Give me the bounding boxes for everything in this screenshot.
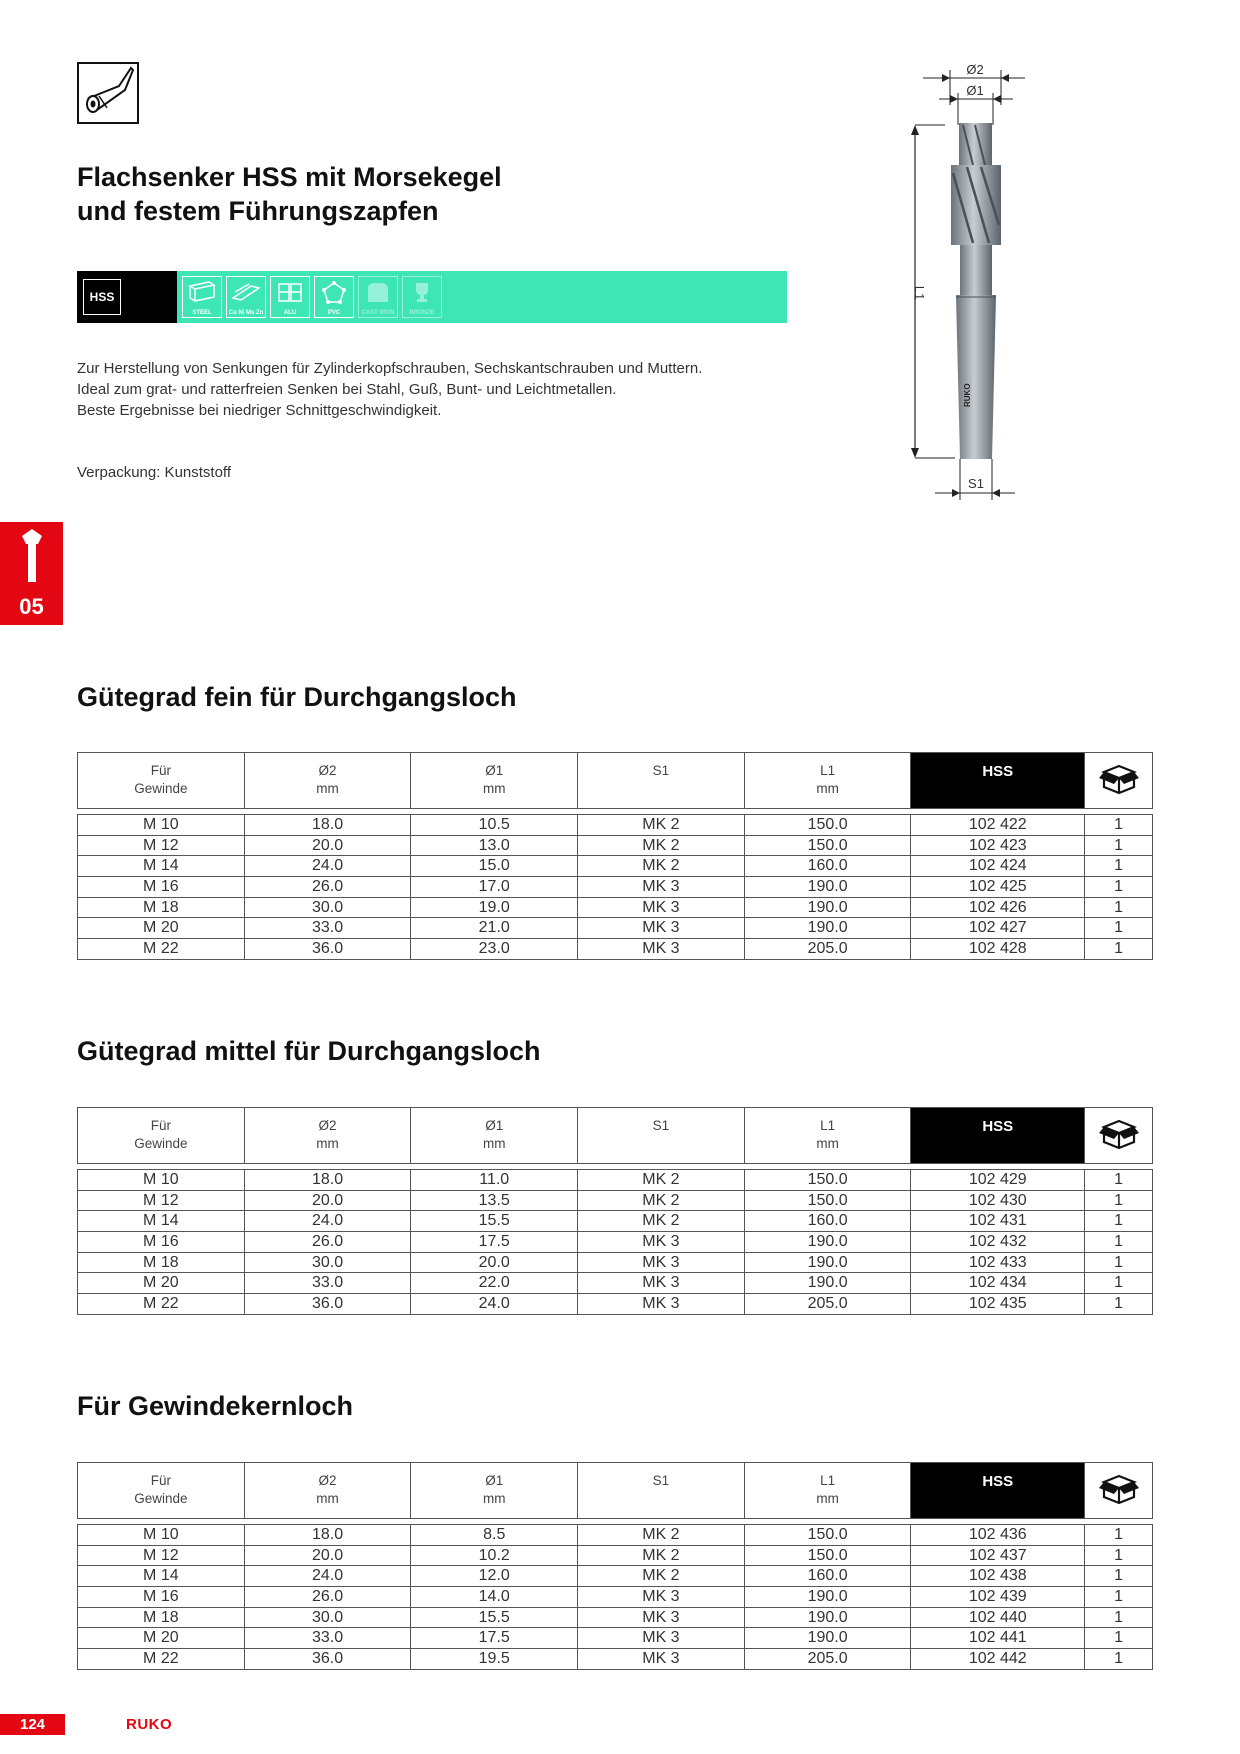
cell-l1: 205.0 [745,939,912,959]
cell-pack-qty: 1 [1114,1546,1123,1564]
cell-article-number: 102 423 [911,836,1085,856]
material-cast-iron [358,276,398,318]
dim-s1-label: S1 [968,476,984,491]
cell-thread: M 10 [78,1170,245,1190]
page-title-line-1: Flachsenker HSS mit Morsekegel [77,162,502,192]
cell-thread: M 12 [78,1546,245,1566]
table-row [78,1649,1152,1670]
cell-d1: 22.0 [411,1273,578,1293]
cell-s1: MK 3 [578,1294,745,1314]
cell-s1: MK 3 [578,898,745,918]
cell-thread: M 10 [78,815,245,835]
cell-l1: 150.0 [745,815,912,835]
hss-badge: HSS [83,279,121,315]
cell-article-number: 102 422 [911,815,1085,835]
package-box-icon [1085,1463,1152,1518]
material-steel [182,276,222,318]
cell-d2: 33.0 [245,1273,412,1293]
table-body [77,1169,1153,1315]
cell-l1: 190.0 [745,1253,912,1273]
cell-article-number: 102 435 [911,1294,1085,1314]
cell-thread: M 20 [78,918,245,938]
plastic-molecule-icon [319,280,349,305]
cell-d2: 24.0 [245,1566,412,1586]
header-thread: Für Gewinde [78,1108,245,1163]
table-row [78,836,1152,857]
table-row [78,918,1152,939]
cell-l1: 190.0 [745,1587,912,1607]
cell-s1: MK 2 [578,1170,745,1190]
table-row [78,939,1152,960]
cell-d2: 18.0 [245,815,412,835]
page-title-line-2: und festem Führungszapfen [77,196,439,226]
cell-article-number: 102 437 [911,1546,1085,1566]
table-body [77,814,1153,960]
cell-s1: MK 3 [578,1232,745,1252]
cell-pack-qty: 1 [1114,1567,1123,1585]
cell-d2: 26.0 [245,1587,412,1607]
cell-s1: MK 3 [578,918,745,938]
cell-d1: 15.5 [411,1211,578,1231]
cell-d2: 30.0 [245,1608,412,1628]
cell-d1: 11.0 [411,1170,578,1190]
cell-d1: 15.0 [411,856,578,876]
brand-logo: RUKO [126,1716,173,1733]
cell-article-number: 102 438 [911,1566,1085,1586]
table-row [78,877,1152,898]
cell-s1: MK 3 [578,1608,745,1628]
cell-d2: 30.0 [245,898,412,918]
cell-d1: 17.5 [411,1628,578,1648]
header-hss: HSS [911,1463,1085,1518]
table-row [78,815,1152,836]
cell-pack-qty: 1 [1114,1629,1123,1647]
cell-pack-qty: 1 [1114,816,1123,833]
cell-thread: M 16 [78,1587,245,1607]
cell-s1: MK 3 [578,939,745,959]
material-bar [177,271,787,323]
nonferrous-icon [231,280,261,305]
cell-article-number: 102 427 [911,918,1085,938]
cell-s1: MK 2 [578,1566,745,1586]
material-label: CAST IRON [361,310,395,316]
cell-l1: 190.0 [745,1628,912,1648]
table-row [78,898,1152,919]
dim-l1-label: L1 [912,285,927,301]
aluminium-profile-icon [275,280,305,305]
cell-d2: 18.0 [245,1170,412,1190]
table-row [78,1294,1152,1315]
cell-article-number: 102 439 [911,1587,1085,1607]
cell-d1: 13.0 [411,836,578,856]
description-line-2: Ideal zum grat- und ratterfreien Senken bei Stahl, Guß, Bunt- und Leichtmetallen. [77,381,617,398]
table-row [78,1170,1152,1191]
header-d2: Ø2 mm [245,753,412,808]
cell-s1: MK 2 [578,1525,745,1545]
cell-article-number: 102 428 [911,939,1085,959]
cell-d2: 24.0 [245,856,412,876]
table-body [77,1524,1153,1670]
table-row [78,1191,1152,1212]
cell-d1: 13.5 [411,1191,578,1211]
material-label: STEEL [192,310,212,316]
material-label: Cu Ni Ms Zn [228,310,264,316]
cell-d1: 10.2 [411,1546,578,1566]
cell-thread: M 20 [78,1273,245,1293]
cell-d1: 17.0 [411,877,578,897]
dim-d2-label: Ø2 [966,62,984,77]
header-s1: S1 [578,1463,745,1518]
cell-article-number: 102 440 [911,1608,1085,1628]
header-hss: HSS [911,753,1085,808]
cell-l1: 150.0 [745,1525,912,1545]
cell-article-number: 102 436 [911,1525,1085,1545]
cell-article-number: 102 425 [911,877,1085,897]
cell-d2: 30.0 [245,1253,412,1273]
material-label: PVC [327,310,341,316]
cell-l1: 205.0 [745,1649,912,1669]
cell-pack-qty: 1 [1114,1608,1123,1626]
table-row [78,1587,1152,1608]
page-title [77,160,502,228]
cell-d2: 36.0 [245,939,412,959]
cell-pack-qty: 1 [1114,919,1123,937]
section-title-medium: Gütegrad mittel für Durchgangsloch [77,1036,541,1066]
header-d1: Ø1 mm [411,1463,578,1518]
cell-thread: M 14 [78,856,245,876]
cell-thread: M 16 [78,1232,245,1252]
cell-l1: 160.0 [745,1211,912,1231]
header-d1: Ø1 mm [411,753,578,808]
package-box-icon [1085,753,1152,808]
table-header [77,752,1153,809]
table-row [78,1232,1152,1253]
cell-article-number: 102 434 [911,1273,1085,1293]
table-row [78,1253,1152,1274]
cell-thread: M 22 [78,939,245,959]
cell-s1: MK 2 [578,1191,745,1211]
header-d2: Ø2 mm [245,1108,412,1163]
cell-pack-qty: 1 [1114,1191,1123,1209]
cell-s1: MK 3 [578,877,745,897]
cell-l1: 160.0 [745,856,912,876]
header-d2: Ø2 mm [245,1463,412,1518]
cell-d1: 21.0 [411,918,578,938]
cell-l1: 190.0 [745,1273,912,1293]
dim-d1-label: Ø1 [966,83,984,98]
cell-thread: M 14 [78,1566,245,1586]
header-d1: Ø1 mm [411,1108,578,1163]
cast-iron-icon [363,280,393,305]
cell-pack-qty: 1 [1114,857,1123,875]
cell-thread: M 10 [78,1525,245,1545]
packaging-note: Verpackung: Kunststoff [77,464,231,481]
countersink-icon [0,522,63,592]
header-thread: Für Gewinde [78,753,245,808]
cell-s1: MK 3 [578,1253,745,1273]
cell-s1: MK 3 [578,1628,745,1648]
table-row [78,1628,1152,1649]
material-label: BRONZE [409,310,435,316]
cell-thread: M 18 [78,898,245,918]
table-row [78,856,1152,877]
package-box-icon [1085,1108,1152,1163]
cell-thread: M 12 [78,836,245,856]
cell-article-number: 102 424 [911,856,1085,876]
cell-article-number: 102 431 [911,1211,1085,1231]
bronze-trophy-icon [407,280,437,305]
cell-article-number: 102 430 [911,1191,1085,1211]
cell-d1: 23.0 [411,939,578,959]
cell-pack-qty: 1 [1114,1588,1123,1606]
material-label: ALU [283,310,297,316]
table-row [78,1211,1152,1232]
cell-d1: 19.5 [411,1649,578,1669]
material-nonferrous [226,276,266,318]
cell-s1: MK 3 [578,1587,745,1607]
table-header [77,1107,1153,1164]
cell-d1: 20.0 [411,1253,578,1273]
cell-pack-qty: 1 [1114,898,1123,916]
cell-pack-qty: 1 [1114,1295,1123,1313]
cell-pack-qty: 1 [1114,1526,1123,1543]
cell-d2: 33.0 [245,918,412,938]
cell-pack-qty: 1 [1114,1212,1123,1230]
cell-l1: 190.0 [745,1232,912,1252]
material-bronze [402,276,442,318]
cell-thread: M 20 [78,1628,245,1648]
cell-s1: MK 3 [578,1649,745,1669]
cell-d2: 36.0 [245,1294,412,1314]
counterbore-tool-icon [77,62,139,124]
header-s1: S1 [578,1108,745,1163]
cell-article-number: 102 442 [911,1649,1085,1669]
cell-pack-qty: 1 [1114,1233,1123,1251]
cell-d1: 17.5 [411,1232,578,1252]
cell-thread: M 16 [78,877,245,897]
cell-s1: MK 2 [578,836,745,856]
cell-l1: 190.0 [745,877,912,897]
cell-l1: 150.0 [745,1170,912,1190]
table-row [78,1608,1152,1629]
cell-d2: 36.0 [245,1649,412,1669]
table-row [78,1566,1152,1587]
table-header [77,1462,1153,1519]
header-l1: L1 mm [745,1108,912,1163]
cell-thread: M 14 [78,1211,245,1231]
page-number: 124 [0,1714,65,1735]
header-thread: Für Gewinde [78,1463,245,1518]
cell-l1: 205.0 [745,1294,912,1314]
cell-d1: 10.5 [411,815,578,835]
cell-thread: M 18 [78,1253,245,1273]
cell-pack-qty: 1 [1114,1253,1123,1271]
cell-d1: 15.5 [411,1608,578,1628]
cell-s1: MK 2 [578,1211,745,1231]
cell-d1: 19.0 [411,898,578,918]
material-pvc [314,276,354,318]
cell-d2: 26.0 [245,877,412,897]
cell-l1: 150.0 [745,836,912,856]
cell-pack-qty: 1 [1114,940,1123,958]
section-title-core-hole: Für Gewindekernloch [77,1391,354,1421]
tool-brand-label: RUKO [963,383,972,407]
material-aluminium [270,276,310,318]
cell-s1: MK 2 [578,815,745,835]
steel-beam-icon [187,280,217,305]
cell-d1: 8.5 [411,1525,578,1545]
cell-l1: 190.0 [745,898,912,918]
cell-d2: 26.0 [245,1232,412,1252]
cell-article-number: 102 433 [911,1253,1085,1273]
cell-s1: MK 3 [578,1273,745,1293]
cell-article-number: 102 441 [911,1628,1085,1648]
cell-d1: 14.0 [411,1587,578,1607]
cell-article-number: 102 426 [911,898,1085,918]
cell-l1: 190.0 [745,1608,912,1628]
description-line-1: Zur Herstellung von Senkungen für Zylinderkopfschrauben, Sechskantschrauben und Muttern. [77,360,703,377]
table-row [78,1273,1152,1294]
cell-thread: M 22 [78,1649,245,1669]
cell-d2: 24.0 [245,1211,412,1231]
cell-pack-qty: 1 [1114,1274,1123,1292]
cell-d1: 24.0 [411,1294,578,1314]
cell-d2: 20.0 [245,1191,412,1211]
table-row [78,1525,1152,1546]
cell-thread: M 12 [78,1191,245,1211]
cell-d2: 20.0 [245,836,412,856]
header-l1: L1 mm [745,753,912,808]
table-row [78,1546,1152,1567]
cell-pack-qty: 1 [1114,878,1123,896]
cell-d2: 20.0 [245,1546,412,1566]
section-title-fine: Gütegrad fein für Durchgangsloch [77,682,517,712]
cell-d2: 33.0 [245,1628,412,1648]
cell-pack-qty: 1 [1114,836,1123,854]
cell-thread: M 22 [78,1294,245,1314]
chapter-number: 05 [19,594,44,619]
cell-pack-qty: 1 [1114,1650,1123,1668]
cell-d1: 12.0 [411,1566,578,1586]
cell-l1: 190.0 [745,918,912,938]
cell-article-number: 102 432 [911,1232,1085,1252]
cell-l1: 160.0 [745,1566,912,1586]
cell-l1: 150.0 [745,1191,912,1211]
cell-article-number: 102 429 [911,1170,1085,1190]
cell-d2: 18.0 [245,1525,412,1545]
header-l1: L1 mm [745,1463,912,1518]
description-line-3: Beste Ergebnisse bei niedriger Schnittgeschwindigkeit. [77,402,442,419]
cell-pack-qty: 1 [1114,1171,1123,1188]
cell-l1: 150.0 [745,1546,912,1566]
header-hss: HSS [911,1108,1085,1163]
cell-s1: MK 2 [578,1546,745,1566]
cell-thread: M 18 [78,1608,245,1628]
cell-s1: MK 2 [578,856,745,876]
header-s1: S1 [578,753,745,808]
tool-drawing [912,55,1050,505]
